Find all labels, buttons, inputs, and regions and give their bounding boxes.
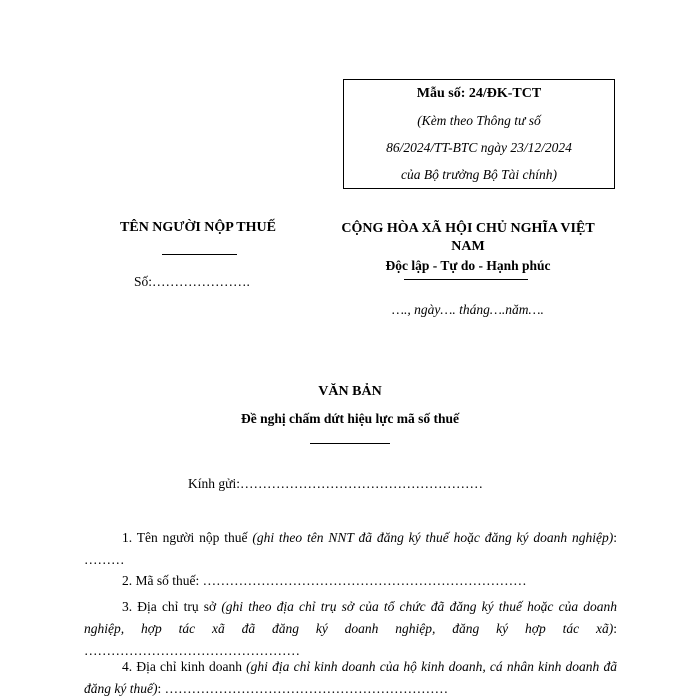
item-tax-code [84, 570, 617, 592]
item-fill: : ………………………………………… [84, 621, 617, 658]
item-lead: 3. Địa chỉ trụ sở [122, 599, 222, 614]
item-note: (ghi địa chỉ kinh doanh của hộ kinh doanh, cá nhân kinh doanh đã đăng ký thuế) [84, 659, 618, 696]
form-circular-line3: của Bộ trưởng Bộ Tài chính) [401, 167, 557, 182]
item-taxpayer-name [84, 527, 617, 571]
item-fill: : ……… [84, 530, 617, 567]
national-title [318, 220, 618, 256]
left-header-divider [162, 254, 237, 255]
item-lead: 4. Địa chỉ kinh doanh [122, 659, 247, 674]
item-note: (ghi theo địa chỉ trụ sở của tổ chức đã đăng ký thuế hoặc của doanh nghiệp, hợp tác xã đã đăng ký doanh nghiệp, đăng ký hợp tác xã) [84, 599, 617, 636]
item-lead: 1. Tên người nộp thuế [122, 530, 253, 545]
form-code: Mẫu số: 24/ĐK-TCT [416, 86, 542, 101]
item-business-address [84, 656, 617, 700]
item-head-office-address [84, 596, 617, 662]
national-title-line1: CỘNG HÒA XÃ HỘI CHỦ NGHĨA VIỆT [341, 221, 595, 236]
motto-divider [404, 279, 528, 280]
title-divider [310, 443, 390, 444]
form-circular-line2: 86/2024/TT-BTC ngày 23/12/2024 [386, 140, 572, 155]
taxpayer-name-heading: TÊN NGƯỜI NỘP THUẾ [120, 220, 276, 235]
form-circular-line1: (Kèm theo Thông tư số [417, 113, 541, 128]
form-reference-box [343, 79, 615, 189]
national-title-line2: NAM [451, 239, 485, 254]
date-line: …., ngày…. tháng….năm…. [392, 302, 544, 317]
national-motto: Độc lập - Tự do - Hạnh phúc [385, 258, 551, 273]
document-title: VĂN BẢN [318, 384, 382, 399]
item-note: (ghi theo tên NNT đã đăng ký thuế hoặc đăng ký doanh nghiệp) [252, 530, 614, 545]
item-lead: 2. Mã số thuế: [122, 573, 203, 588]
document-subtitle: Đề nghị chấm dứt hiệu lực mã số thuế [241, 411, 459, 426]
item-fill: ……………………………………………………………… [202, 573, 527, 588]
item-fill: : ……………………………………………………… [157, 681, 449, 696]
recipient-line: Kính gửi:……………………………………………… [188, 476, 483, 491]
document-number: Số:…………………. [134, 274, 250, 289]
